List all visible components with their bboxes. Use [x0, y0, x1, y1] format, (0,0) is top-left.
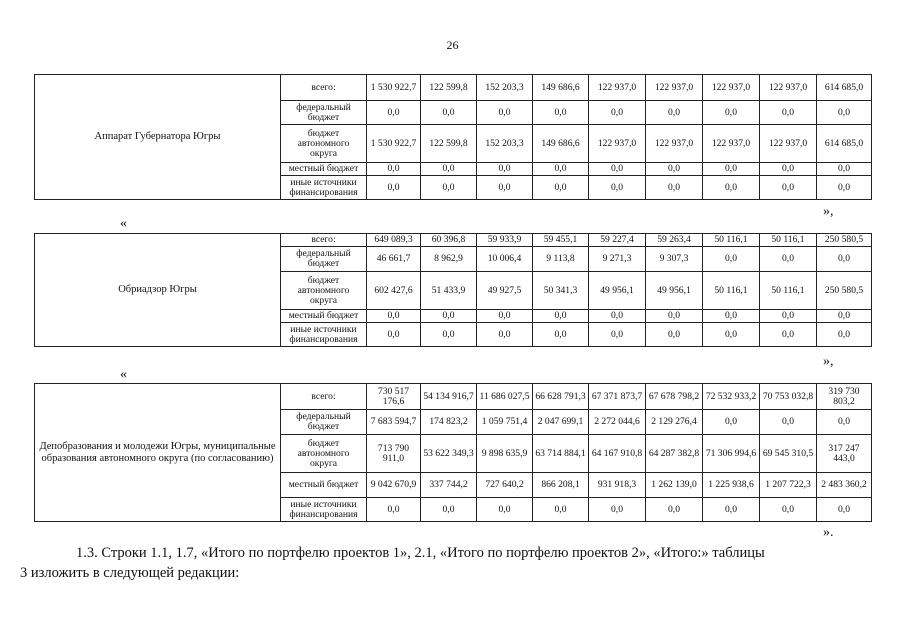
value-cell: 0,0 [589, 323, 646, 347]
value-cell: 0,0 [421, 310, 477, 323]
value-cell: 59 227,4 [589, 234, 646, 247]
value-cell: 122 937,0 [646, 125, 703, 163]
value-cell: 122 937,0 [589, 125, 646, 163]
value-cell: 54 134 916,7 [421, 384, 477, 410]
value-cell: 60 396,8 [421, 234, 477, 247]
value-cell: 1 059 751,4 [477, 410, 533, 435]
organization-cell: Аппарат Губернатора Югры [35, 75, 281, 200]
value-cell: 0,0 [703, 163, 760, 176]
value-cell: 0,0 [421, 498, 477, 522]
value-cell: 0,0 [421, 163, 477, 176]
value-cell: 9 898 635,9 [477, 435, 533, 473]
value-cell: 250 580,5 [817, 272, 872, 310]
value-cell: 614 685,0 [817, 75, 872, 101]
value-cell: 0,0 [646, 101, 703, 125]
closing-quote: ». [823, 525, 834, 540]
value-cell: 0,0 [817, 310, 872, 323]
value-cell: 152 203,3 [477, 125, 533, 163]
value-cell: 7 683 594,7 [367, 410, 421, 435]
value-cell: 122 937,0 [703, 75, 760, 101]
table-row [35, 75, 872, 101]
value-cell: 0,0 [760, 323, 817, 347]
value-cell: 319 730 803,2 [817, 384, 872, 410]
source-cell: иные источники финансирования [281, 323, 367, 347]
budget-table-2 [34, 233, 872, 347]
value-cell: 0,0 [760, 176, 817, 200]
source-cell: местный бюджет [281, 473, 367, 498]
source-cell: бюджет автономного округа [281, 435, 367, 473]
value-cell: 0,0 [477, 498, 533, 522]
value-cell: 0,0 [703, 176, 760, 200]
value-cell: 149 686,6 [533, 75, 589, 101]
value-cell: 67 678 798,2 [646, 384, 703, 410]
table-row [35, 384, 872, 410]
value-cell: 11 686 027,5 [477, 384, 533, 410]
value-cell: 0,0 [477, 310, 533, 323]
value-cell: 49 927,5 [477, 272, 533, 310]
organization-cell: Депобразования и молодежи Югры, муниципальные образования автономного округа (по согласованию) [35, 384, 281, 522]
value-cell: 0,0 [367, 310, 421, 323]
value-cell: 602 427,6 [367, 272, 421, 310]
value-cell: 2 483 360,2 [817, 473, 872, 498]
value-cell: 9 042 670,9 [367, 473, 421, 498]
value-cell: 0,0 [589, 101, 646, 125]
value-cell: 730 517 176,6 [367, 384, 421, 410]
value-cell: 9 271,3 [589, 247, 646, 272]
value-cell: 72 532 933,2 [703, 384, 760, 410]
value-cell: 0,0 [703, 310, 760, 323]
page-number: 26 [446, 38, 459, 52]
value-cell: 46 661,7 [367, 247, 421, 272]
value-cell: 0,0 [367, 163, 421, 176]
source-cell: иные источники финансирования [281, 176, 367, 200]
value-cell: 59 455,1 [533, 234, 589, 247]
source-cell: федеральный бюджет [281, 101, 367, 125]
source-cell: федеральный бюджет [281, 410, 367, 435]
value-cell: 0,0 [421, 101, 477, 125]
value-cell: 250 580,5 [817, 234, 872, 247]
value-cell: 122 599,8 [421, 75, 477, 101]
source-cell: местный бюджет [281, 163, 367, 176]
value-cell: 0,0 [533, 163, 589, 176]
value-cell: 0,0 [533, 176, 589, 200]
value-cell: 1 225 938,6 [703, 473, 760, 498]
value-cell: 50 116,1 [703, 234, 760, 247]
value-cell: 71 306 994,6 [703, 435, 760, 473]
opening-quote: « [120, 216, 127, 231]
value-cell: 0,0 [760, 310, 817, 323]
value-cell: 59 933,9 [477, 234, 533, 247]
value-cell: 0,0 [589, 498, 646, 522]
value-cell: 9 307,3 [646, 247, 703, 272]
source-cell: всего: [281, 384, 367, 410]
value-cell: 1 262 139,0 [646, 473, 703, 498]
value-cell: 2 047 699,1 [533, 410, 589, 435]
value-cell: 0,0 [589, 176, 646, 200]
value-cell: 337 744,2 [421, 473, 477, 498]
value-cell: 0,0 [817, 323, 872, 347]
value-cell: 0,0 [421, 176, 477, 200]
value-cell: 53 622 349,3 [421, 435, 477, 473]
value-cell: 152 203,3 [477, 75, 533, 101]
value-cell: 70 753 032,8 [760, 384, 817, 410]
value-cell: 0,0 [703, 498, 760, 522]
value-cell: 64 167 910,8 [589, 435, 646, 473]
value-cell: 0,0 [760, 163, 817, 176]
value-cell: 10 006,4 [477, 247, 533, 272]
value-cell: 0,0 [760, 247, 817, 272]
source-cell: федеральный бюджет [281, 247, 367, 272]
source-cell: бюджет автономного округа [281, 272, 367, 310]
value-cell: 50 116,1 [760, 272, 817, 310]
value-cell: 49 956,1 [589, 272, 646, 310]
value-cell: 0,0 [367, 498, 421, 522]
value-cell: 66 628 791,3 [533, 384, 589, 410]
paragraph-line: 3 изложить в следующей редакции: [20, 565, 240, 581]
value-cell: 1 207 722,3 [760, 473, 817, 498]
value-cell: 649 089,3 [367, 234, 421, 247]
paragraph-line: 1.3. Строки 1.1, 1.7, «Итого по портфелю проектов 1», 2.1, «Итого по портфелю проектов 2», «Итого:» таблицы [76, 545, 765, 561]
value-cell: 317 247 443,0 [817, 435, 872, 473]
value-cell: 63 714 884,1 [533, 435, 589, 473]
value-cell: 50 341,3 [533, 272, 589, 310]
organization-cell: Обриадзор Югры [35, 234, 281, 347]
value-cell: 2 129 276,4 [646, 410, 703, 435]
value-cell: 122 937,0 [760, 75, 817, 101]
value-cell: 0,0 [703, 247, 760, 272]
closing-quote: », [823, 204, 834, 219]
value-cell: 931 918,3 [589, 473, 646, 498]
value-cell: 0,0 [477, 163, 533, 176]
value-cell: 1 530 922,7 [367, 75, 421, 101]
value-cell: 122 599,8 [421, 125, 477, 163]
value-cell: 69 545 310,5 [760, 435, 817, 473]
value-cell: 0,0 [646, 163, 703, 176]
value-cell: 49 956,1 [646, 272, 703, 310]
source-cell: местный бюджет [281, 310, 367, 323]
value-cell: 0,0 [703, 323, 760, 347]
value-cell: 0,0 [817, 410, 872, 435]
value-cell: 174 823,2 [421, 410, 477, 435]
source-cell: всего: [281, 234, 367, 247]
value-cell: 0,0 [533, 101, 589, 125]
value-cell: 0,0 [477, 101, 533, 125]
value-cell: 8 962,9 [421, 247, 477, 272]
source-cell: бюджет автономного округа [281, 125, 367, 163]
value-cell: 0,0 [367, 176, 421, 200]
value-cell: 0,0 [367, 101, 421, 125]
value-cell: 9 113,8 [533, 247, 589, 272]
value-cell: 2 272 044,6 [589, 410, 646, 435]
value-cell: 50 116,1 [703, 272, 760, 310]
value-cell: 122 937,0 [589, 75, 646, 101]
value-cell: 0,0 [817, 498, 872, 522]
value-cell: 0,0 [533, 498, 589, 522]
value-cell: 122 937,0 [646, 75, 703, 101]
value-cell: 0,0 [477, 323, 533, 347]
value-cell: 67 371 873,7 [589, 384, 646, 410]
source-cell: иные источники финансирования [281, 498, 367, 522]
value-cell: 1 530 922,7 [367, 125, 421, 163]
value-cell: 0,0 [589, 163, 646, 176]
value-cell: 0,0 [533, 310, 589, 323]
amendment-paragraph [20, 543, 876, 583]
value-cell: 0,0 [646, 498, 703, 522]
table-row [35, 234, 872, 247]
value-cell: 0,0 [646, 176, 703, 200]
value-cell: 0,0 [760, 410, 817, 435]
opening-quote: « [120, 367, 127, 382]
value-cell: 0,0 [703, 410, 760, 435]
closing-quote: », [823, 354, 834, 369]
source-cell: всего: [281, 75, 367, 101]
value-cell: 866 208,1 [533, 473, 589, 498]
budget-table-1 [34, 74, 872, 200]
value-cell: 0,0 [589, 310, 646, 323]
value-cell: 0,0 [367, 323, 421, 347]
value-cell: 0,0 [421, 323, 477, 347]
value-cell: 713 790 911,0 [367, 435, 421, 473]
value-cell: 149 686,6 [533, 125, 589, 163]
value-cell: 122 937,0 [703, 125, 760, 163]
value-cell: 0,0 [817, 247, 872, 272]
value-cell: 0,0 [760, 101, 817, 125]
value-cell: 50 116,1 [760, 234, 817, 247]
value-cell: 0,0 [817, 176, 872, 200]
value-cell: 0,0 [477, 176, 533, 200]
value-cell: 0,0 [533, 323, 589, 347]
value-cell: 0,0 [703, 101, 760, 125]
value-cell: 727 640,2 [477, 473, 533, 498]
value-cell: 122 937,0 [760, 125, 817, 163]
value-cell: 0,0 [817, 101, 872, 125]
value-cell: 0,0 [646, 310, 703, 323]
value-cell: 59 263,4 [646, 234, 703, 247]
value-cell: 0,0 [646, 323, 703, 347]
budget-table-3 [34, 383, 872, 522]
value-cell: 0,0 [817, 163, 872, 176]
value-cell: 614 685,0 [817, 125, 872, 163]
value-cell: 51 433,9 [421, 272, 477, 310]
value-cell: 64 287 382,8 [646, 435, 703, 473]
value-cell: 0,0 [760, 498, 817, 522]
